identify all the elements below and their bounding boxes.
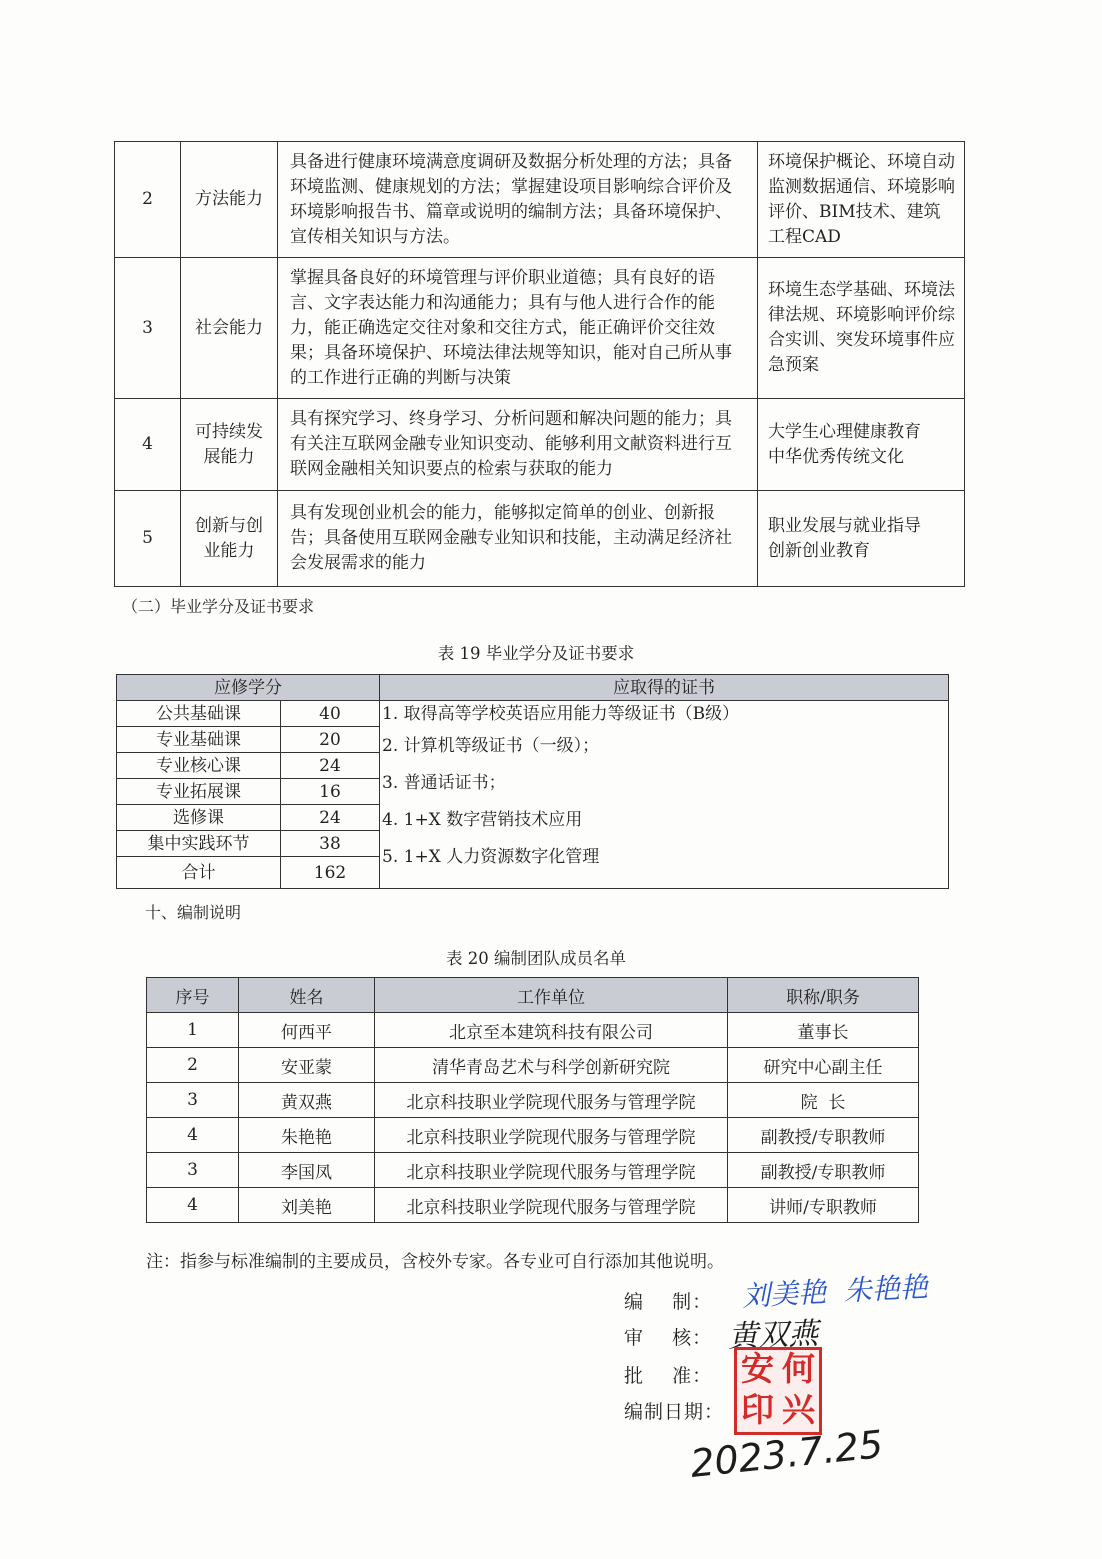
- date-signature: 2023.7.25: [688, 1422, 886, 1486]
- member-employer: 北京科技职业学院现代服务与管理学院: [375, 1083, 728, 1118]
- credit-value: 24: [281, 753, 380, 779]
- ability-courses: 环境生态学基础、环境法律法规、环境影响评价综合实训、突发环境事件应急预案: [758, 258, 965, 399]
- compilers-signature: 刘美艳 朱艳艳: [741, 1270, 929, 1313]
- credit-value: 20: [281, 727, 380, 753]
- table-header-row: [117, 675, 949, 701]
- credit-category: 集中实践环节: [117, 831, 281, 857]
- credit-value: 16: [281, 779, 380, 805]
- ability-table: [114, 141, 965, 587]
- table20-caption: 表 20 编制团队成员名单: [446, 949, 626, 968]
- ability-name: 方法能力: [181, 142, 278, 258]
- table-row: [115, 258, 965, 399]
- certificate-item: 5. 1+X 人力资源数字化管理: [382, 847, 600, 867]
- member-index: 4: [147, 1188, 239, 1223]
- credit-total-label: 合计: [117, 857, 281, 889]
- member-title: 院 长: [728, 1083, 919, 1118]
- seal-char: 安: [741, 1349, 774, 1388]
- member-name: 黄双燕: [239, 1083, 375, 1118]
- seal-char: 何: [782, 1349, 815, 1388]
- row-number: 5: [115, 491, 181, 587]
- table-row: [147, 1013, 919, 1048]
- team-members-table: [146, 977, 919, 1223]
- member-employer: 北京科技职业学院现代服务与管理学院: [375, 1118, 728, 1153]
- credit-value: 38: [281, 831, 380, 857]
- certificates-cell: [380, 701, 949, 889]
- ability-description: 掌握具备良好的环境管理与评价职业道德；具有良好的语言、文字表达能力和沟通能力；具有与他人进行合作的能力，能正确选定交往对象和交往方式，能正确评价交往效果；具备环境保护、环境法律法规等知识，能对自己所从事的工作进行正确的判断与决策: [278, 258, 758, 399]
- credit-category: 专业基础课: [117, 727, 281, 753]
- seal-char: 印: [741, 1390, 774, 1429]
- compiled-by-label: 编 制：: [624, 1291, 713, 1313]
- footnote: 注：指参与标准编制的主要成员，含校外专家。各专业可自行添加其他说明。: [146, 1252, 724, 1272]
- member-title: 研究中心副主任: [728, 1048, 919, 1083]
- approved-by-label: 批 准：: [624, 1365, 713, 1387]
- credit-category: 选修课: [117, 805, 281, 831]
- header-employer: 工作单位: [375, 978, 728, 1013]
- header-certificates: 应取得的证书: [380, 675, 949, 701]
- table-row: [115, 142, 965, 258]
- member-title: 副教授/专职教师: [728, 1153, 919, 1188]
- row-number: 3: [115, 258, 181, 399]
- member-name: 朱艳艳: [239, 1118, 375, 1153]
- member-name: 安亚蒙: [239, 1048, 375, 1083]
- credit-value: 24: [281, 805, 380, 831]
- credits-certificates-table: [116, 674, 949, 889]
- row-number: 2: [115, 142, 181, 258]
- reviewer-signature: 黄双燕: [727, 1316, 819, 1355]
- table-row: [115, 399, 965, 491]
- ability-courses: 大学生心理健康教育 中华优秀传统文化: [758, 399, 965, 491]
- ability-name: 创新与创业能力: [181, 491, 278, 587]
- member-employer: 清华青岛艺术与科学创新研究院: [375, 1048, 728, 1083]
- ability-courses: 环境保护概论、环境自动监测数据通信、环境影响评价、BIM技术、建筑工程CAD: [758, 142, 965, 258]
- section-heading-graduation: （二）毕业学分及证书要求: [122, 597, 315, 616]
- credit-total-value: 162: [281, 857, 380, 889]
- header-name: 姓名: [239, 978, 375, 1013]
- member-index: 3: [147, 1153, 239, 1188]
- certificate-item: 4. 1+X 数字营销技术应用: [382, 810, 583, 830]
- certificate-item: 3. 普通话证书；: [382, 773, 506, 793]
- member-index: 4: [147, 1118, 239, 1153]
- ability-description: 具有发现创业机会的能力，能够拟定简单的创业、创新报告；具备使用互联网金融专业知识和技能，主动满足经济社会发展需求的能力: [278, 491, 758, 587]
- member-title: 讲师/专职教师: [728, 1188, 919, 1223]
- member-name: 李国凤: [239, 1153, 375, 1188]
- table-row: [147, 1048, 919, 1083]
- member-employer: 北京至本建筑科技有限公司: [375, 1013, 728, 1048]
- table-row: [147, 1118, 919, 1153]
- credit-category: 公共基础课: [117, 701, 281, 727]
- member-name: 何西平: [239, 1013, 375, 1048]
- header-credits: 应修学分: [117, 675, 380, 701]
- compile-date-label: 编制日期：: [624, 1401, 725, 1423]
- certificate-item: 1. 取得高等学校英语应用能力等级证书（B级）: [382, 704, 740, 724]
- row-number: 4: [115, 399, 181, 491]
- table-row: [147, 1188, 919, 1223]
- table-row: [115, 491, 965, 587]
- ability-description: 具有探究学习、终身学习、分析问题和解决问题的能力；具有关注互联网金融专业知识变动、能够利用文献资料进行互联网金融相关知识要点的检索与获取的能力: [278, 399, 758, 491]
- member-name: 刘美艳: [239, 1188, 375, 1223]
- table-header-row: [147, 978, 919, 1013]
- credit-category: 专业拓展课: [117, 779, 281, 805]
- approval-seal: [734, 1347, 822, 1435]
- table-row: [147, 1083, 919, 1118]
- ability-description: 具备进行健康环境满意度调研及数据分析处理的方法；具备环境监测、健康规划的方法；掌握建设项目影响综合评价及环境影响报告书、篇章或说明的编制方法；具备环境保护、宣传相关知识与方法。: [278, 142, 758, 258]
- table-row: [147, 1153, 919, 1188]
- member-index: 3: [147, 1083, 239, 1118]
- section-heading-notes: 十、编制说明: [145, 903, 242, 922]
- ability-courses: 职业发展与就业指导 创新创业教育: [758, 491, 965, 587]
- credit-category: 专业核心课: [117, 753, 281, 779]
- member-employer: 北京科技职业学院现代服务与管理学院: [375, 1153, 728, 1188]
- member-employer: 北京科技职业学院现代服务与管理学院: [375, 1188, 728, 1223]
- table-row: [117, 701, 949, 727]
- member-index: 1: [147, 1013, 239, 1048]
- member-title: 副教授/专职教师: [728, 1118, 919, 1153]
- table19-caption: 表 19 毕业学分及证书要求: [437, 644, 635, 663]
- member-index: 2: [147, 1048, 239, 1083]
- reviewed-by-label: 审 核：: [624, 1327, 713, 1349]
- ability-name: 社会能力: [181, 258, 278, 399]
- ability-name: 可持续发展能力: [181, 399, 278, 491]
- header-title: 职称/职务: [728, 978, 919, 1013]
- member-title: 董事长: [728, 1013, 919, 1048]
- credit-value: 40: [281, 701, 380, 727]
- header-index: 序号: [147, 978, 239, 1013]
- certificate-item: 2. 计算机等级证书（一级）；: [382, 736, 600, 756]
- seal-char: 兴: [782, 1390, 815, 1429]
